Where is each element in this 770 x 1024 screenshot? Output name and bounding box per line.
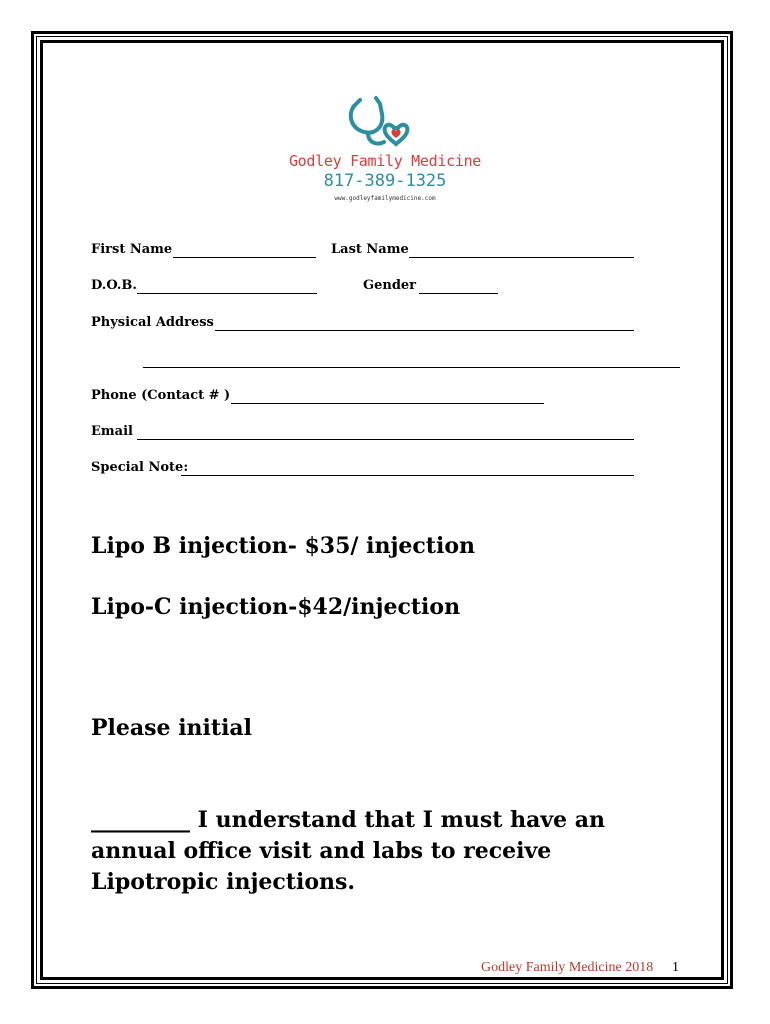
- phone-field[interactable]: [231, 403, 544, 404]
- page-number: 1: [672, 960, 679, 975]
- gender-label: Gender: [363, 278, 417, 293]
- clinic-phone: 817-389-1325: [323, 171, 447, 191]
- dob-field[interactable]: [137, 293, 317, 294]
- clinic-name: Godley Family Medicine: [288, 152, 482, 170]
- acknowledgement-statement: [91, 805, 661, 898]
- email-field[interactable]: [137, 439, 634, 440]
- dob-label: D.O.B.: [91, 278, 137, 293]
- last-name-label: Last Name: [331, 242, 409, 257]
- clinic-logo: [260, 92, 510, 218]
- lipo-c-price: Lipo-C injection-$42/injection: [91, 594, 461, 620]
- clinic-website: www.godleyfamilymedicine.com: [334, 195, 436, 202]
- please-initial-heading: Please initial: [91, 715, 253, 741]
- phone-label: Phone (Contact # ): [91, 388, 231, 403]
- initial-blank[interactable]: _________: [91, 807, 190, 833]
- email-label: Email: [91, 424, 133, 439]
- footer-text: Godley Family Medicine 2018: [481, 960, 654, 975]
- first-name-field[interactable]: [173, 257, 316, 258]
- lipo-b-price: Lipo B injection- $35/ injection: [91, 533, 475, 559]
- last-name-field[interactable]: [409, 257, 634, 258]
- first-name-label: First Name: [91, 242, 173, 257]
- special-note-field[interactable]: [181, 475, 634, 476]
- gender-field[interactable]: [419, 293, 498, 294]
- stethoscope-heart-icon: [346, 92, 424, 152]
- address-field-line-1[interactable]: [215, 330, 634, 331]
- special-note-label: Special Note:: [91, 460, 189, 475]
- address-field-line-2[interactable]: [143, 367, 680, 368]
- acknowledgement-text: I understand that I must have an annual office visit and labs to receive Lipotropic injections.: [91, 807, 606, 895]
- address-label: Physical Address: [91, 315, 214, 330]
